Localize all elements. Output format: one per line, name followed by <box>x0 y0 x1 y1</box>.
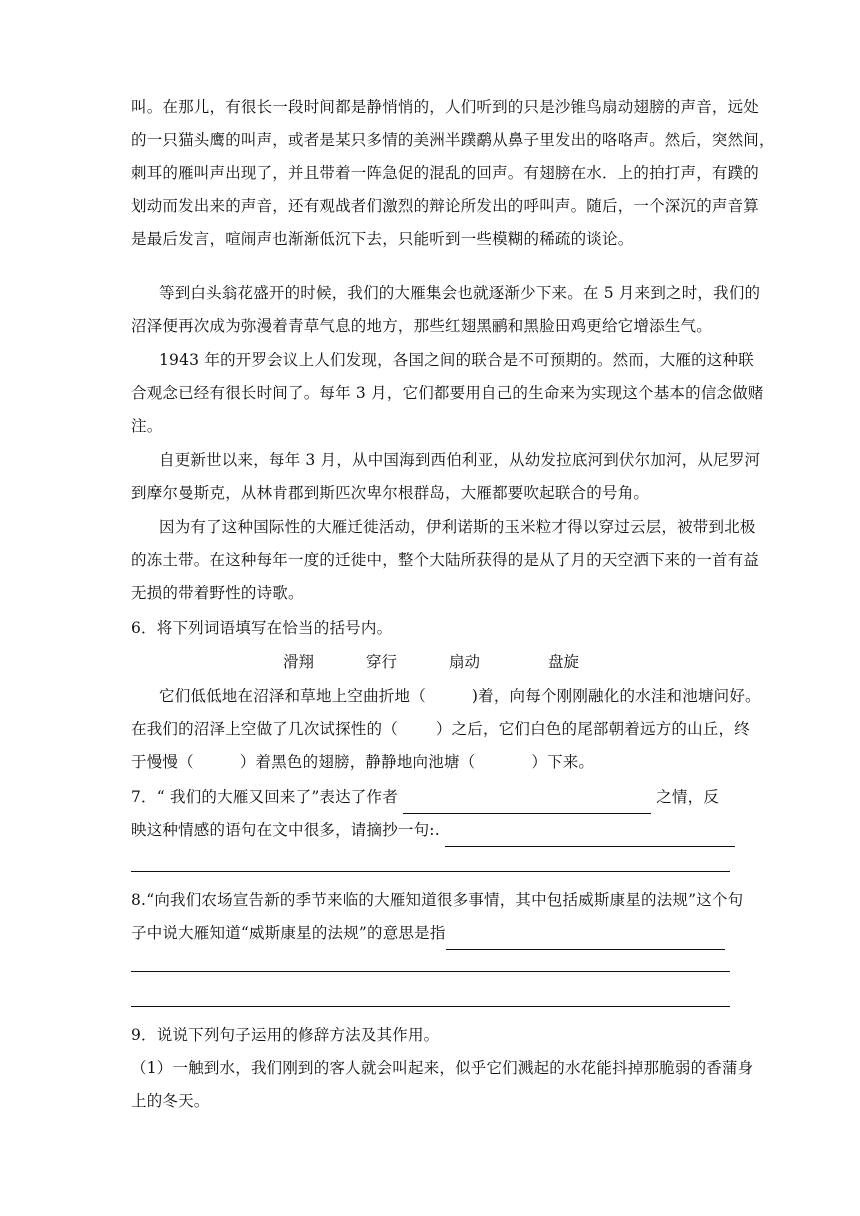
text-segment: 子中说大雁知道“威斯康星的法规”的意思是指 <box>131 924 446 942</box>
paragraph-5 <box>131 511 760 610</box>
word-choice: 滑翔 <box>283 653 315 671</box>
paragraph-1 <box>131 91 775 256</box>
question-text: 9．说说下列句子运用的修辞方法及其作用。 <box>131 1026 440 1044</box>
text-line: 自更新世以来，每年 3 月，从中国海到西伯利亚，从幼发拉底河到伏尔加河，从尼罗河 <box>159 451 761 469</box>
answer-line[interactable] <box>131 1006 730 1007</box>
answer-blank[interactable] <box>403 791 651 814</box>
text-segment: 7．“ 我们的大雁又回来了”表达了作者 <box>131 788 398 806</box>
text-line: 是最后发言，喧闹声也渐渐低沉下去，只能听到一些模糊的稀疏的谈论。 <box>131 230 634 248</box>
fill-line <box>131 917 731 950</box>
answer-blank[interactable] <box>446 927 725 950</box>
fill-line <box>131 746 731 779</box>
fill-line <box>131 680 761 713</box>
question-6-body <box>131 680 761 779</box>
text-segment: )着，向每个刚刚融化的水洼和池塘问好。 <box>471 687 761 705</box>
text-segment: ）下来。 <box>531 753 595 771</box>
text-segment: 之情，反 <box>656 788 720 806</box>
text-line: 注。 <box>131 417 163 435</box>
question-9 <box>131 1019 754 1118</box>
text-line: 等到白头翁花盛开的时候，我们的大雁集会也就逐渐少下来。在 5 月来到之时，我们的 <box>159 284 761 302</box>
word-choice: 盘旋 <box>548 653 580 671</box>
text-line: 因为有了这种国际性的大雁迁徙活动，伊利诺斯的玉米粒才得以穿过云层，被带到北极 <box>159 518 756 536</box>
text-line: 叫。在那儿，有很长一段时间都是静悄悄的，人们听到的只是沙锥鸟扇动翅膀的声音，远处 <box>131 98 760 116</box>
answer-blank[interactable] <box>445 824 735 847</box>
text-line: 1943 年的开罗会议上人们发现，各国之间的联合是不可预期的。然而，大雁的这种联 <box>159 351 754 369</box>
text-segment: 它们低低地在沼泽和草地上空曲折地（ <box>159 687 426 705</box>
text-segment: 在我们的沼泽上空做了几次试探性的（ <box>131 720 398 738</box>
question-text: 上的冬天。 <box>131 1092 210 1110</box>
word-choice: 扇动 <box>449 653 481 671</box>
fill-line <box>131 713 750 746</box>
fill-line <box>131 781 731 814</box>
answer-line[interactable] <box>131 871 730 872</box>
question-text: （1）一触到水，我们刚到的客人就会叫起来，似乎它们溅起的水花能抖掉那脆弱的香蒲身 <box>131 1059 754 1077</box>
text-line: 的一只猫头鹰的叫声，或者是某只多情的美洲半蹼鹬从鼻子里发出的咯咯声。然后，突然间， <box>131 131 775 149</box>
question-7 <box>131 781 731 847</box>
text-line: 刺耳的雁叫声出现了，并且带着一阵急促的混乱的回声。有翅膀在水．上的拍打声，有蹼的 <box>131 164 760 182</box>
paragraph-3 <box>131 344 764 443</box>
word-choice: 穿行 <box>366 653 398 671</box>
text-segment: 映这种情感的语句在文中很多，请摘抄一句:. <box>131 821 440 839</box>
text-segment: ）之后，它们白色的尾部朝着远方的山丘，终 <box>435 720 750 738</box>
fill-line <box>131 814 731 847</box>
text-segment: 于慢慢（ <box>131 753 194 771</box>
text-line: 的冻土带。在这种每年一度的迁徙中，整个大陆所获得的是从了月的天空洒下来的一首有益 <box>131 551 760 569</box>
answer-line[interactable] <box>131 971 730 972</box>
text-line: 到摩尔曼斯克，从林肯郡到斯匹次卑尔根群岛，大雁都要吹起联合的号角。 <box>131 484 650 502</box>
text-line: 无损的带着野性的诗歌。 <box>131 584 304 602</box>
text-line: 划动而发出来的声音，还有观战者们激烈的辩论所发出的呼叫声。随后，一个深沉的声音算 <box>131 197 760 215</box>
word-choices <box>0 648 860 676</box>
question-text: 8.“向我们农场宣告新的季节来临的大雁知道很多事情，其中包括威斯康星的法规”这个句 <box>131 891 744 909</box>
paragraph-2 <box>131 277 761 343</box>
text-line: 合观念已经有很长时间了。每年 3 月，它们都要用自己的生命来为实现这个基本的信念做赌 <box>131 384 764 402</box>
question-8 <box>131 884 744 950</box>
text-segment: ）着黑色的翅膀，静静地向池塘（ <box>239 753 476 771</box>
text-line: 沼泽便再次成为弥漫着青草气息的地方，那些红翅黑鹂和黑脸田鸡更给它增添生气。 <box>131 317 712 335</box>
question-text: 6．将下列词语填写在恰当的括号内。 <box>131 619 393 637</box>
paragraph-4 <box>131 444 761 510</box>
question-6-stem <box>131 612 731 645</box>
